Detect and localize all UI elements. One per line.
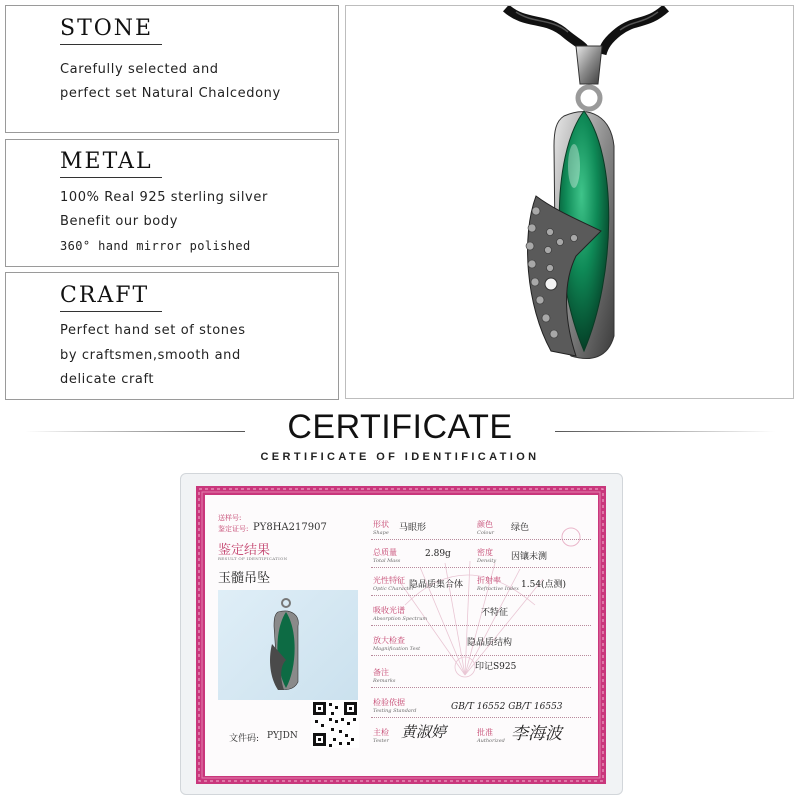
feature-line: 100% Real 925 sterling silver (60, 190, 268, 205)
feature-line: perfect set Natural Chalcedony (60, 86, 281, 101)
row-label-en: Refractive Index (477, 586, 519, 592)
row-label-en: Magnification Test (373, 646, 421, 652)
row-label: 总质量 (373, 548, 397, 557)
feature-line: 360° hand mirror polished (60, 239, 251, 253)
result-title-en: RESULT OF IDENTIFICATION (218, 556, 288, 561)
row-divider (371, 567, 591, 568)
row-label-en: Testing Standard (373, 708, 417, 714)
row-label-en: Authorized (477, 738, 505, 744)
row-divider (371, 687, 591, 688)
row-label-en: Shape (373, 530, 389, 536)
tester-signature: 黄淑婷 (401, 723, 447, 741)
row-value: 因镶未测 (511, 552, 548, 562)
feature-title-craft: CRAFT (60, 283, 150, 308)
sample-no-label: 送样号: (218, 514, 242, 522)
title-underline (60, 44, 162, 45)
row-label: 吸收光谱 (373, 606, 405, 615)
feature-line: Perfect hand set of stones (60, 323, 246, 338)
certificate-number: PY8HA217907 (253, 522, 327, 533)
row-value: 1.54(点测) (521, 580, 567, 590)
row-label-en: Absorption Spectrum (373, 616, 428, 622)
feature-line: Carefully selected and (60, 62, 219, 77)
row-label-en: Remarks (373, 678, 396, 684)
file-code: PYJDN (267, 731, 298, 741)
row-label: 形状 (373, 520, 389, 529)
row-value: GB/T 16552 GB/T 16553 (451, 702, 563, 712)
row-label-en: Total Mass (373, 558, 401, 564)
pendant-thumbnail (218, 590, 358, 700)
row-divider (371, 595, 591, 596)
row-label: 光性特征 (373, 576, 405, 585)
row-label: 颜色 (477, 520, 493, 529)
certificate-heading: CERTIFICATE (287, 408, 513, 446)
row-divider (371, 625, 591, 626)
row-divider (371, 717, 591, 718)
feature-line: Benefit our body (60, 214, 178, 229)
row-label: 检验依据 (373, 698, 405, 707)
row-value: 2.89g (425, 549, 451, 559)
row-label-en: Optic Character (373, 586, 414, 592)
row-value: 隐晶质结构 (467, 638, 513, 648)
file-code-label: 文件码: (229, 734, 260, 744)
title-underline (60, 311, 162, 312)
certificate-subheading: CERTIFICATE OF IDENTIFICATION (260, 451, 540, 463)
row-label: 密度 (477, 548, 493, 557)
certificate-body (205, 495, 598, 776)
feature-title-stone: STONE (60, 16, 154, 41)
row-divider (371, 539, 591, 540)
row-label: 主检 (373, 728, 389, 737)
row-label-en: Colour (477, 530, 495, 536)
row-label-en: Density (477, 558, 497, 564)
row-label-en: Tester (373, 738, 389, 744)
feature-line: by craftsmen,smooth and (60, 348, 241, 363)
authorizer-signature: 李海波 (511, 724, 562, 744)
row-label: 批准 (477, 728, 493, 737)
pendant-illustration (346, 6, 794, 399)
title-underline (60, 177, 162, 178)
product-photo (345, 5, 794, 399)
feature-line: delicate craft (60, 372, 155, 387)
feature-title-metal: METAL (60, 149, 153, 174)
item-name: 玉髓吊坠 (218, 571, 271, 586)
cert-no-label: 鉴定证号: (218, 525, 249, 533)
row-value: 印记S925 (475, 662, 517, 672)
row-value: 不特征 (481, 608, 509, 618)
row-label: 折射率 (477, 576, 501, 585)
certificate-product-photo (218, 590, 358, 700)
row-value: 绿色 (511, 523, 530, 533)
result-title: 鉴定结果 (218, 543, 271, 558)
row-value: 隐晶质集合体 (409, 580, 464, 590)
row-divider (371, 655, 591, 656)
qr-code (311, 700, 359, 748)
row-value: 马眼形 (399, 523, 427, 533)
row-label: 备注 (373, 668, 389, 677)
row-label: 放大检查 (373, 636, 405, 645)
